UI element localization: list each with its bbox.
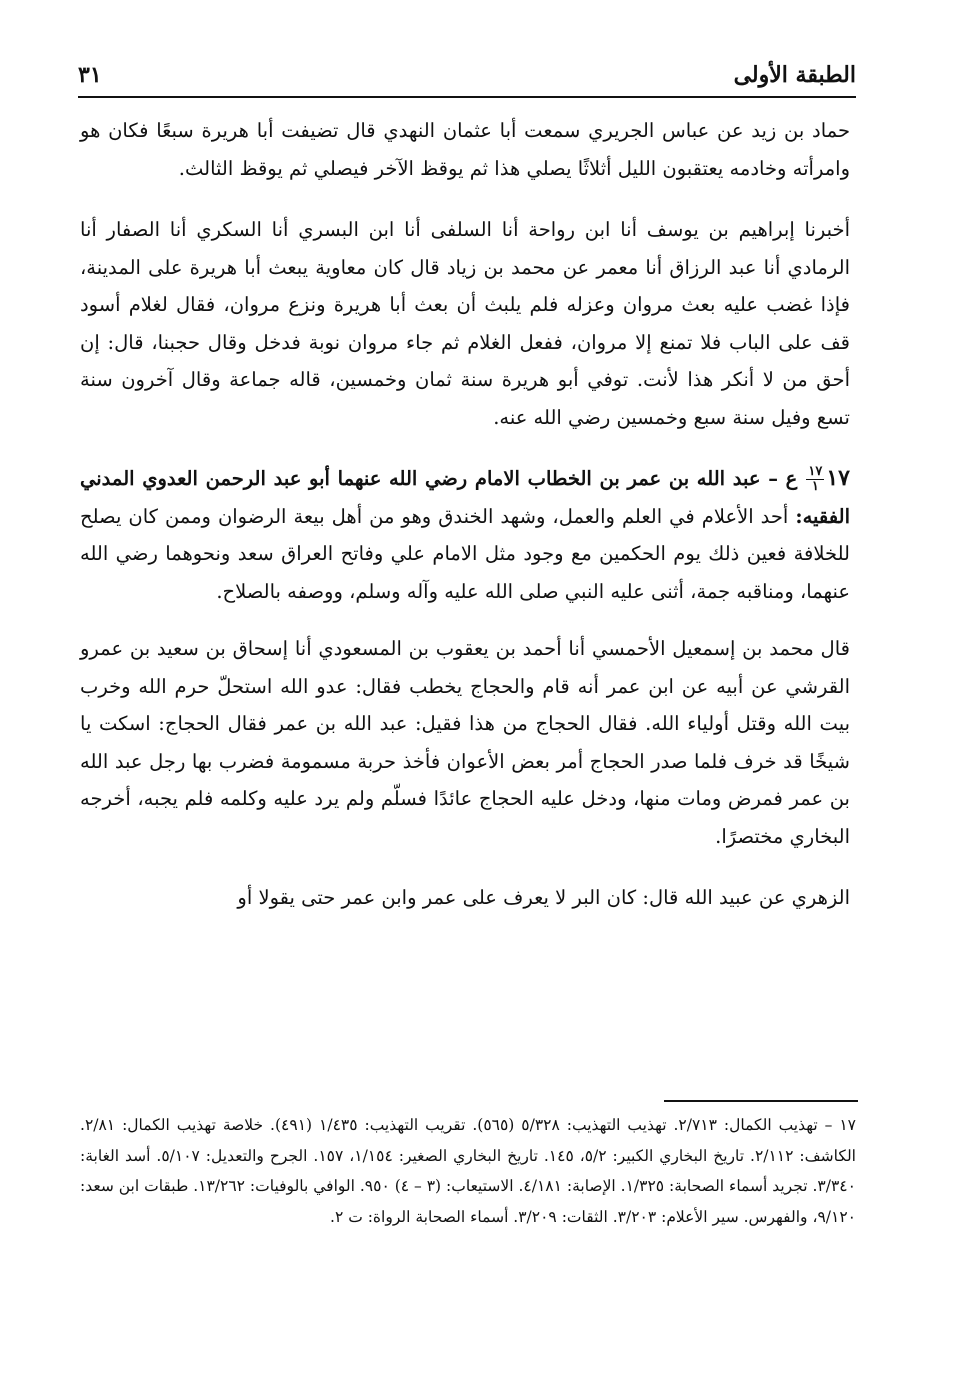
paragraph: حماد بن زيد عن عباس الجريري سمعت أبا عثمان النهدي قال تضيفت أبا هريرة سبعًا فكان هو وامرأته وخادمه يعتقبون الليل أثلاثًا يصلي هذا ثم يوقظ الآخر فيصلي ثم يوقظ الثالث.: [80, 119, 850, 180]
header-rule: [78, 96, 856, 98]
paragraph: أخبرنا إبراهيم بن يوسف أنا ابن رواحة أنا السلفى أنا ابن البسري أنا السكري أنا الصفار أنا الرمادي أنا عبد الرزاق أنا معمر عن محمد بن زياد قال كان معاوية يبعث أبا هريرة على المدينة، فإذا غضب عليه بعث مروان وعزله فلم يلبث أن بعث أبا هريرة ونزع مروان، فقال لغلام أسود قف على الباب فلا تمنع إلا مروان، ففعل الغلام ثم جاء مروان نوبة فدخل وقال حجبنا، قال: إن أحق من لا أنكر هذا لأنت. توفي أبو هريرة سنة ثمان وخمسين، قاله جماعة وقال آخرون سنة تسع وفيل سنة سبع وخمسين رضي الله عنه.: [80, 218, 850, 429]
fraction-denominator: ١: [811, 479, 819, 494]
page-header: [78, 52, 856, 88]
footnote-rule: [664, 1100, 858, 1102]
entry-body: أحد الأعلام في العلم والعمل، وشهد الخندق وهو من أهل بيعة الرضوان وممن كان يصلح للخلافة فعين ذلك يوم الحكمين مع وجود مثل الامام علي وفاتح العراق سعد ونحوهما رضي الله عنهما، ومناقبه جمة، أثنى عليه النبي صلى الله عليه وآله وسلم، ووصفه بالصلاح.: [80, 504, 850, 603]
paragraph: الزهري عن عبيد الله قال: كان البر لا يعرف على عمر وابن عمر حتى يقولا أو: [237, 886, 850, 909]
fraction-numerator: ١٧: [808, 464, 823, 479]
paragraph: قال محمد بن إسمعيل الأحمسي أنا أحمد بن يعقوب بن المسعودي أنا إسحاق بن سعيد بن عمرو القرشي عن أبيه عن ابن عمر أنه قام والحجاج يخطب فقال: عدو الله استحلّ حرم الله وخرب بيت الله وقتل أولياء الله. فقال الحجاج من هذا فقيل: عبد الله بن عمر فقال الحجاج: اسكت يا شيخًا قد خرف فلما صدر الحجاج أمر بعض الأعوان فأخذ حربة مسمومة فضرب بها رجل عبد الله بن عمر فمرض ومات منها، ودخل عليه الحجاج عائدًا فسلّم ولم يرد عليه وكلمه فلم يجبه، أخرجه البخاري مختصرًا.: [80, 637, 850, 848]
entry-heading: ع – عبد الله بن عمر بن الخطاب الامام رضي الله عنهما أبو عبد الرحمن العدوي المدني الفقيه:: [80, 467, 850, 528]
entry-fraction: [806, 465, 824, 494]
main-text: [80, 112, 850, 941]
footnote: ١٧ – تهذيب الكمال: ٢/٧١٣. تهذيب التهذيب: ٥/٣٢٨ (٥٦٥). تقريب التهذيب: ١/٤٣٥ (٤٩١). خلاصة تهذيب الكمال: ٢/٨١. الكاشف: ٢/١١٢. تاريخ البخاري الكبير: ٥/٢، ١٤٥. تاريخ البخاري الصغير: ١/١٥٤، ١٥٧. الجرح والتعديل: ٥/١٠٧. أسد الغابة: ٣/٣٤٠. تجريد أسماء الصحابة: ١/٣٢٥. الإصابة: ٤/١٨١. الاستيعاب: (٣ – ٤) ٩٥٠. الوافي بالوفيات: ١٣/٢٦٢. طبقات ابن سعد: ٩/١٢٠، والفهرس. سير الأعلام: ٣/٢٠٣. الثقات: ٣/٢٠٩. أسماء الصحابة الرواة: ت ٢.: [80, 1116, 856, 1226]
page-number: ٣١: [78, 62, 102, 88]
running-title: الطبقة الأولى: [733, 62, 856, 88]
entry-number: ١٧: [826, 465, 850, 491]
biography-entry: [80, 460, 850, 610]
footnotes: [80, 1110, 856, 1232]
